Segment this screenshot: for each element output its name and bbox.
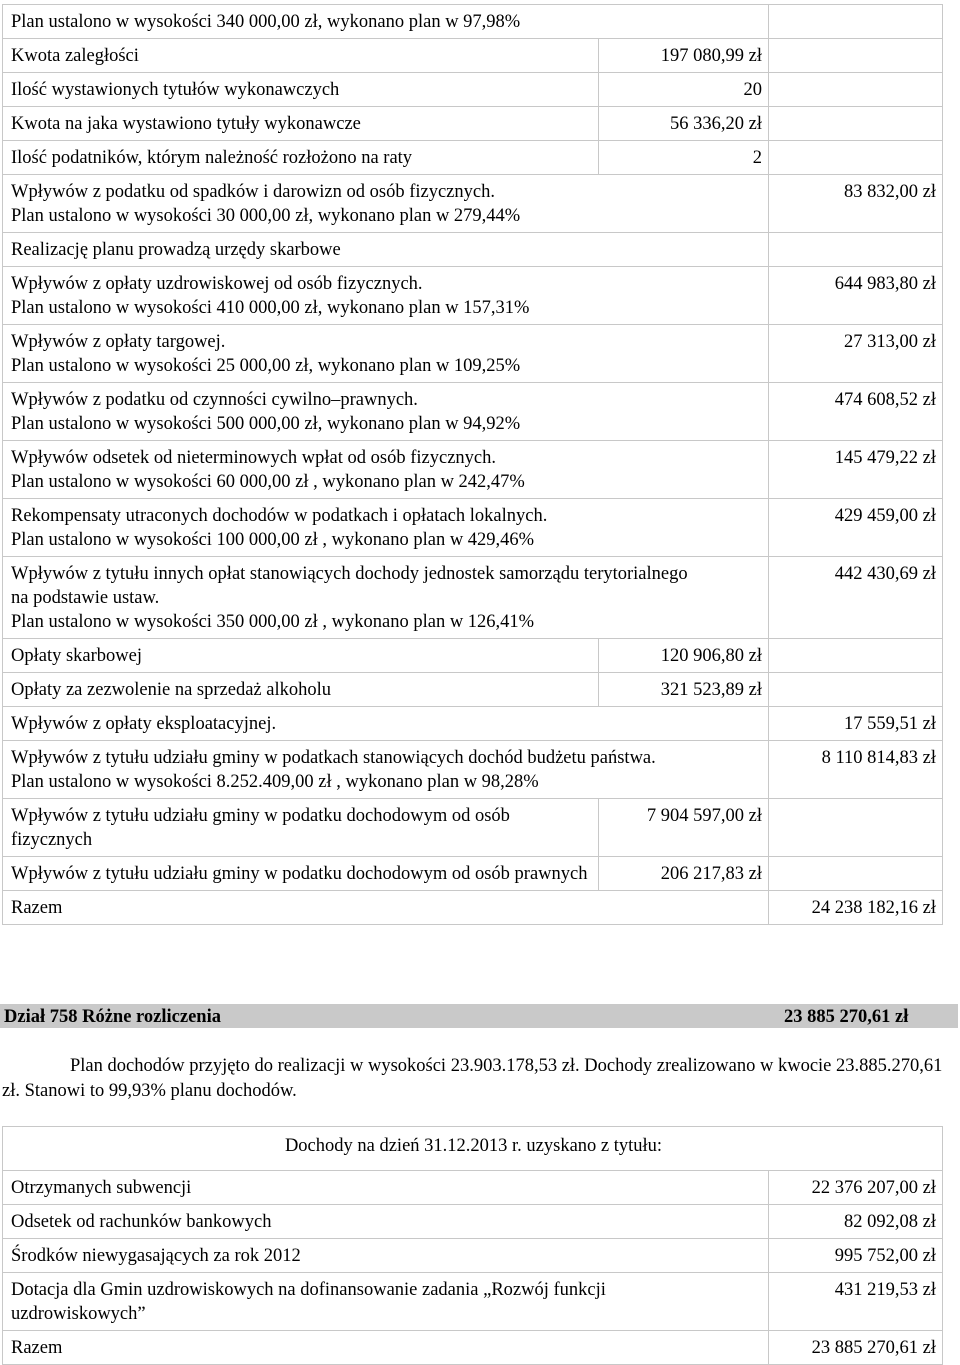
row-description: Realizację planu prowadzą urzędy skarbowe [3,233,769,267]
row-description: Opłaty za zezwolenie na sprzedaż alkoholu [3,673,599,707]
income-label: Odsetek od rachunków bankowych [3,1205,769,1239]
row-description: Plan ustalono w wysokości 340 000,00 zł, wykonano plan w 97,98% [3,5,769,39]
row-subamount: 197 080,99 zł [599,39,769,73]
row-description: Kwota zaległości [3,39,599,73]
row-total [769,857,943,891]
table-row [3,673,943,707]
row-total [769,39,943,73]
table-row [3,1239,943,1273]
row-subamount: 20 [599,73,769,107]
row-description: Ilość wystawionych tytułów wykonawczych [3,73,599,107]
row-description: Opłaty skarbowej [3,639,599,673]
row-description: Wpływów z opłaty targowej. Plan ustalono w wysokości 25 000,00 zł, wykonano plan w 109,25% [3,325,769,383]
income-value: 22 376 207,00 zł [769,1171,943,1205]
income-label: Otrzymanych subwencji [3,1171,769,1205]
income-value: 82 092,08 zł [769,1205,943,1239]
row-subamount: 7 904 597,00 zł [599,799,769,857]
row-subamount: 321 523,89 zł [599,673,769,707]
row-total: 429 459,00 zł [769,499,943,557]
table-row [3,73,943,107]
row-description: Wpływów odsetek od nieterminowych wpłat od osób fizycznych. Plan ustalono w wysokości 60 000,00 zł , wykonano plan w 242,47% [3,441,769,499]
table-row [3,1171,943,1205]
table-row [3,441,943,499]
income-label: Środków niewygasających za rok 2012 [3,1239,769,1273]
row-subamount: 56 336,20 zł [599,107,769,141]
section-heading-bar [0,1004,958,1028]
income-label: Razem [3,1331,769,1365]
table-row [3,5,943,39]
row-subamount: 2 [599,141,769,175]
summary-text: Plan dochodów przyjęto do realizacji w wysokości 23.903.178,53 zł. Dochody zrealizowano w kwocie 23.885.270,61 zł. Stanowi to 99,93% planu dochodów. [2,1056,943,1101]
table-row [3,707,943,741]
row-total [769,639,943,673]
row-description: Wpływów z tytułu udziału gminy w podatku dochodowym od osób prawnych [3,857,599,891]
section-amount: 23 885 270,61 zł [784,1007,909,1027]
row-total [769,673,943,707]
row-description: Rekompensaty utraconych dochodów w podatkach i opłatach lokalnych. Plan ustalono w wysokości 100 000,00 zł , wykonano plan w 429,46% [3,499,769,557]
income-value: 23 885 270,61 zł [769,1331,943,1365]
table-row [3,325,943,383]
row-description: Wpływów z opłaty uzdrowiskowej od osób fizycznych. Plan ustalono w wysokości 410 000,00 zł, wykonano plan w 157,31% [3,267,769,325]
row-description: Wpływów z podatku od spadków i darowizn od osób fizycznych. Plan ustalono w wysokości 30 000,00 zł, wykonano plan w 279,44% [3,175,769,233]
row-total: 8 110 814,83 zł [769,741,943,799]
row-total [769,107,943,141]
row-description: Wpływów z tytułu innych opłat stanowiących dochody jednostek samorządu terytorialnego na podstawie ustaw. Plan ustalono w wysokości 350 000,00 zł , wykonano plan w 126,41% [3,557,769,639]
row-total [769,73,943,107]
row-total: 644 983,80 zł [769,267,943,325]
table-row [3,267,943,325]
table-row [3,741,943,799]
table-row [3,639,943,673]
row-description: Wpływów z podatku od czynności cywilno–prawnych. Plan ustalono w wysokości 500 000,00 zł, wykonano plan w 94,92% [3,383,769,441]
row-total [769,799,943,857]
row-total [769,141,943,175]
row-total: 27 313,00 zł [769,325,943,383]
row-total: 145 479,22 zł [769,441,943,499]
table-row [3,1273,943,1331]
row-total: 83 832,00 zł [769,175,943,233]
row-total [769,5,943,39]
row-total: 442 430,69 zł [769,557,943,639]
row-total: 24 238 182,16 zł [769,891,943,925]
table-row [3,557,943,639]
table-row [3,857,943,891]
table-row [3,1205,943,1239]
row-description: Wpływów z tytułu udziału gminy w podatkach stanowiących dochód budżetu państwa. Plan ustalono w wysokości 8.252.409,00 zł , wykonano plan w 98,28% [3,741,769,799]
row-total: 474 608,52 zł [769,383,943,441]
row-description: Kwota na jaka wystawiono tytuły wykonawcze [3,107,599,141]
table-row [3,233,943,267]
table-row [3,1331,943,1365]
table-row [3,175,943,233]
table-row [3,107,943,141]
section-title: Dział 758 Różne rozliczenia [4,1007,221,1027]
row-description: Wpływów z opłaty eksploatacyjnej. [3,707,769,741]
income-label: Dotacja dla Gmin uzdrowiskowych na dofinansowanie zadania „Rozwój funkcji uzdrowiskowych” [3,1273,769,1331]
table-header: Dochody na dzień 31.12.2013 r. uzyskano z tytułu: [3,1127,943,1171]
income-value: 431 219,53 zł [769,1273,943,1331]
table-row [3,891,943,925]
row-description: Ilość podatników, którym należność rozłożono na raty [3,141,599,175]
table-row [3,499,943,557]
table-row [3,383,943,441]
row-total: 17 559,51 zł [769,707,943,741]
row-description: Razem [3,891,769,925]
income-sources-table [2,1126,943,1365]
revenue-details-table [2,4,943,925]
table-row [3,141,943,175]
row-subamount: 206 217,83 zł [599,857,769,891]
row-total [769,233,943,267]
row-subamount: 120 906,80 zł [599,639,769,673]
income-value: 995 752,00 zł [769,1239,943,1273]
table-row [3,799,943,857]
table-row [3,39,943,73]
table-header-row [3,1127,943,1171]
summary-paragraph [2,1054,957,1104]
row-description: Wpływów z tytułu udziału gminy w podatku dochodowym od osób fizycznych [3,799,599,857]
